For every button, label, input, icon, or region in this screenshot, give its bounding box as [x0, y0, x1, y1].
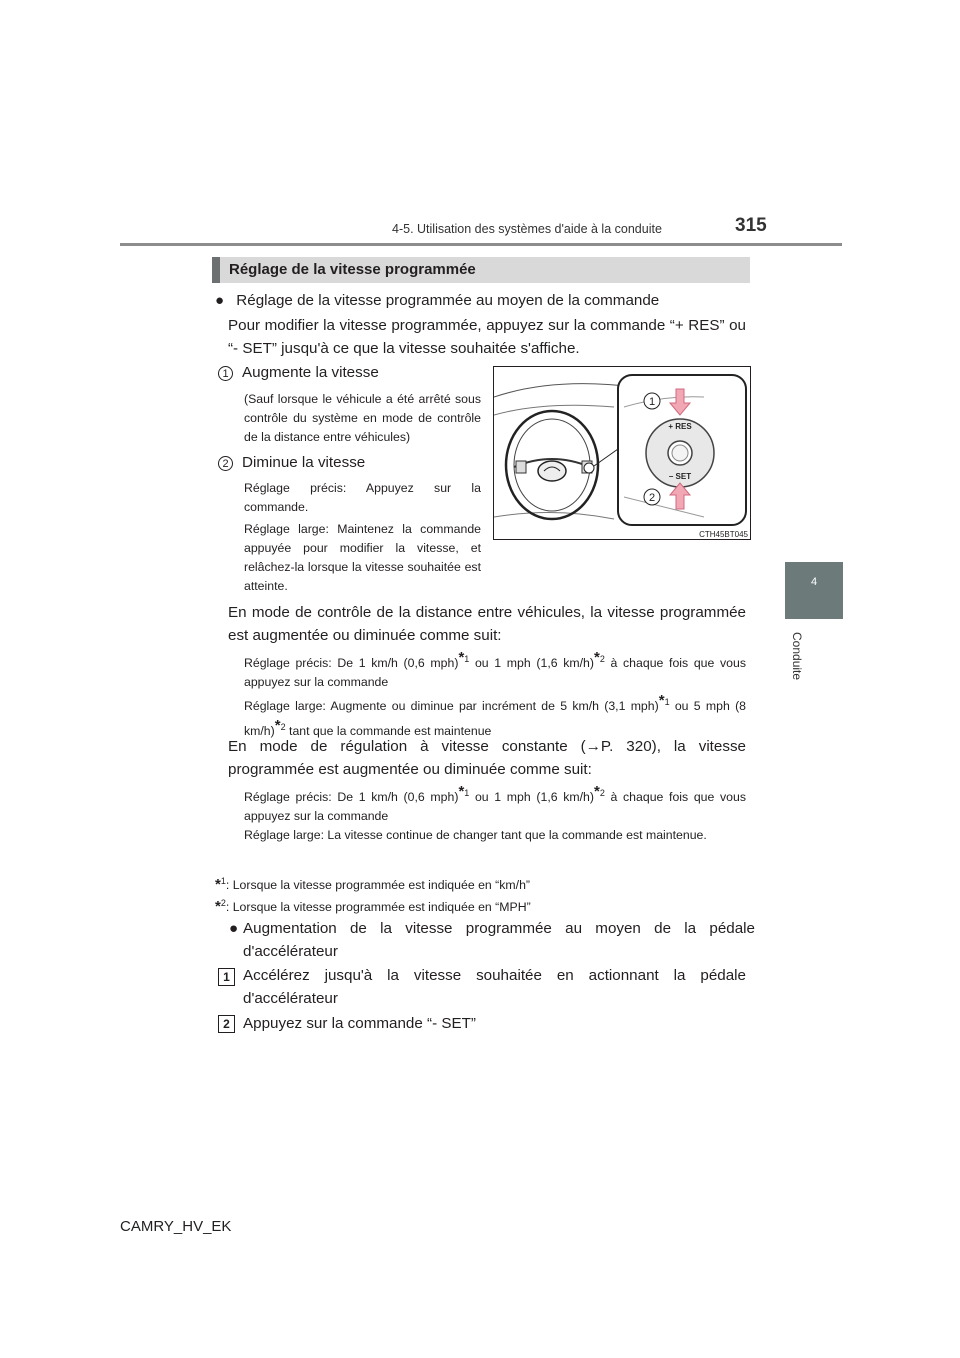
block2-heading: [215, 917, 755, 963]
cruise-mode-coarse: Réglage large: La vitesse continue de changer tant que la commande est maintenue.: [244, 828, 707, 842]
steering-switch-figure: [493, 366, 751, 540]
callout-2: 2: [648, 492, 656, 504]
distance-mode-fine: Réglage précis: De 1 km/h (0,6 mph)$^{*1}$ ou 1 mph (1,6 km/h)$^{*2}$ à chaque fois que vous appuyez sur la commande: [244, 649, 746, 690]
document-code: CAMRY_HV_EK: [120, 1218, 232, 1235]
callout-1: 1: [648, 396, 656, 408]
header-rule: [120, 243, 842, 246]
set-label: – SET: [668, 472, 692, 481]
cruise-mode-intro: En mode de régulation à vitesse constante (→P. 320), la vitesse programmée est augmentée ou diminuée comme suit:: [228, 738, 746, 778]
figure-code: CTH45BT045: [699, 530, 748, 539]
block2-title: Augmentation de la vitesse programmée au moyen de la pédale d'accélérateur: [243, 920, 755, 960]
footnote-1: *$^1$: Lorsque la vitesse programmée est indiquée en “km/h”: [215, 876, 531, 894]
item2-title: Diminue la vitesse: [242, 454, 366, 471]
bullet-icon: ●: [229, 920, 239, 937]
chapter-tab-number: 4: [810, 576, 818, 588]
block1-intro: Pour modifier la vitesse programmée, appuyez sur la commande “+ RES” ou “- SET” jusqu'à ce que la vitesse souhaitée s'affiche.: [228, 317, 746, 357]
cruise-mode-fine: Réglage précis: De 1 km/h (0,6 mph)$^{*1}$ ou 1 mph (1,6 km/h)$^{*2}$ à chaque fois que vous appuyez sur la commande: [244, 783, 746, 824]
distance-mode-coarse: Réglage large: Augmente ou diminue par incrément de 5 km/h (3,1 mph)$^{*1}$ ou 5 mph (8 km/h)$^{*2}$ tant que la commande est maintenue: [244, 692, 746, 739]
header-section-title: 4-5. Utilisation des systèmes d'aide à la conduite: [392, 222, 662, 236]
chapter-tab-label: Conduite: [790, 632, 804, 681]
item2-note-fine: Réglage précis: Appuyez sur la commande.: [244, 481, 481, 514]
page-number: 315: [735, 215, 767, 236]
section-heading: [212, 257, 750, 283]
chapter-tab: [785, 562, 843, 619]
bullet-icon: ●: [215, 292, 225, 309]
distance-mode-intro: En mode de contrôle de la distance entre véhicules, la vitesse programmée est augmentée ou diminuée comme suit:: [228, 604, 746, 644]
footnote-2: *$^2$: Lorsque la vitesse programmée est indiquée en “MPH”: [215, 898, 531, 916]
step1-text: Accélérez jusqu'à la vitesse souhaitée en actionnant la pédale d'accélérateur: [243, 967, 746, 1007]
section-heading-text: Réglage de la vitesse programmée: [229, 261, 476, 278]
step1-number: 1: [218, 968, 235, 986]
step2-text: Appuyez sur la commande “- SET”: [243, 1015, 476, 1032]
item2-number: 2: [218, 454, 233, 472]
block1-title: Réglage de la vitesse programmée au moyen de la commande: [236, 292, 660, 309]
steering-wheel-illustration: [494, 367, 750, 539]
item1-number: 1: [218, 364, 233, 382]
item2-note-coarse: Réglage large: Maintenez la commande appuyée pour modifier la vitesse, et relâchez-la lorsque la vitesse souhaitée est atteinte.: [244, 522, 481, 593]
block1-heading: [215, 289, 755, 312]
step2-number: 2: [218, 1015, 235, 1033]
item1-title: Augmente la vitesse: [242, 364, 379, 381]
res-label: + RES: [668, 422, 692, 431]
arrow-right-icon: →: [585, 738, 601, 755]
item1-note: (Sauf lorsque le véhicule a été arrêté sous contrôle du système en mode de contrôle de la distance entre véhicules): [244, 392, 481, 444]
